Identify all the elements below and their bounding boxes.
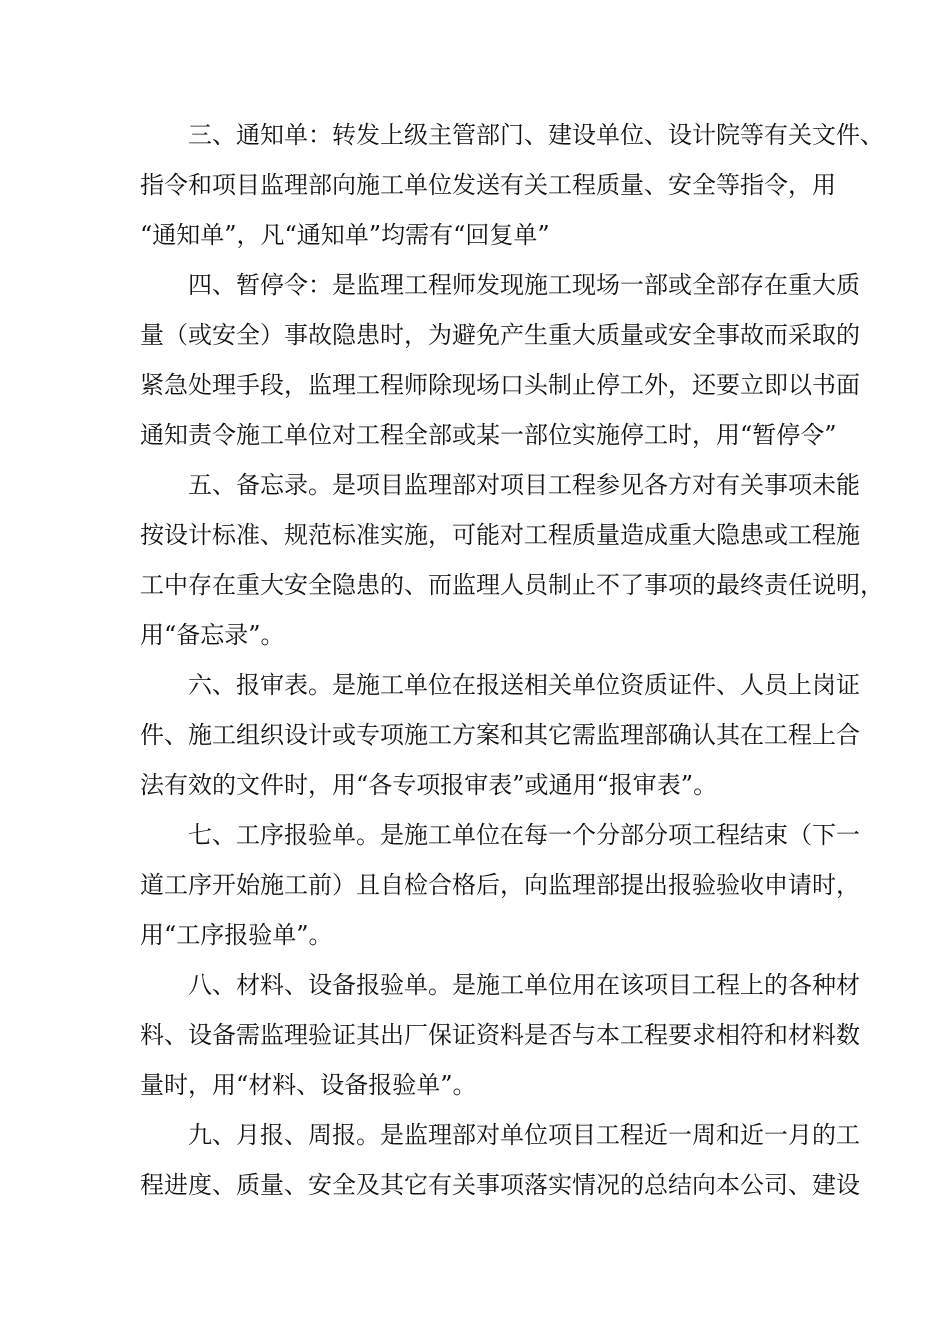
- text-line: 法有效的文件时，用“各专项报审表”或通用“报审表”。: [140, 771, 718, 799]
- text-line: 五、备忘录。是项目监理部对项目工程参见各方对有关事项未能: [188, 471, 860, 499]
- text-line: 九、月报、周报。是监理部对单位项目工程近一周和近一月的工: [188, 1121, 860, 1149]
- text-line: 件、施工组织设计或专项施工方案和其它需监理部确认其在工程上合: [140, 721, 860, 749]
- text-line: 量时，用“材料、设备报验单”。: [140, 1071, 477, 1099]
- text-line: 三、通知单：转发上级主管部门、建设单位、设计院等有关文件、: [188, 121, 884, 149]
- paragraph-review-form: [140, 660, 860, 810]
- text-line: 工中存在重大安全隐患的、而监理人员制止不了事项的最终责任说明，: [140, 571, 884, 599]
- text-line: 四、暂停令：是监理工程师发现施工现场一部或全部存在重大质: [188, 271, 860, 299]
- text-line: 紧急处理手段，监理工程师除现场口头制止停工外，还要立即以书面: [140, 371, 860, 399]
- text-line: 八、材料、设备报验单。是施工单位用在该项目工程上的各种材: [188, 971, 860, 999]
- paragraph-notice: [140, 110, 884, 260]
- document-page: [140, 110, 884, 1210]
- text-line: 指令和项目监理部向施工单位发送有关工程质量、安全等指令，用: [140, 171, 836, 199]
- text-line: “通知单”，凡“通知单”均需有“回复单”: [140, 221, 550, 249]
- text-line: 七、工序报验单。是施工单位在每一个分部分项工程结束（下一: [188, 821, 860, 849]
- paragraph-memo: [140, 460, 884, 660]
- text-line: 用“备忘录”。: [140, 621, 285, 649]
- paragraph-suspension: [140, 260, 860, 460]
- text-line: 按设计标准、规范标准实施，可能对工程质量造成重大隐患或工程施: [140, 521, 860, 549]
- paragraph-material-inspection: [140, 960, 860, 1110]
- text-line: 道工序开始施工前）且自检合格后，向监理部提出报验验收申请时，: [140, 871, 860, 899]
- paragraph-reports: [140, 1110, 860, 1210]
- text-line: 六、报审表。是施工单位在报送相关单位资质证件、人员上岗证: [188, 671, 860, 699]
- text-line: 量（或安全）事故隐患时，为避免产生重大质量或安全事故而采取的: [140, 321, 860, 349]
- text-line: 料、设备需监理验证其出厂保证资料是否与本工程要求相符和材料数: [140, 1021, 860, 1049]
- text-line: 用“工序报验单”。: [140, 921, 333, 949]
- paragraph-process-inspection: [140, 810, 860, 960]
- text-line: 程进度、质量、安全及其它有关事项落实情况的总结向本公司、建设: [140, 1171, 860, 1199]
- text-line: 通知责令施工单位对工程全部或某一部位实施停工时，用“暂停令”: [140, 421, 837, 449]
